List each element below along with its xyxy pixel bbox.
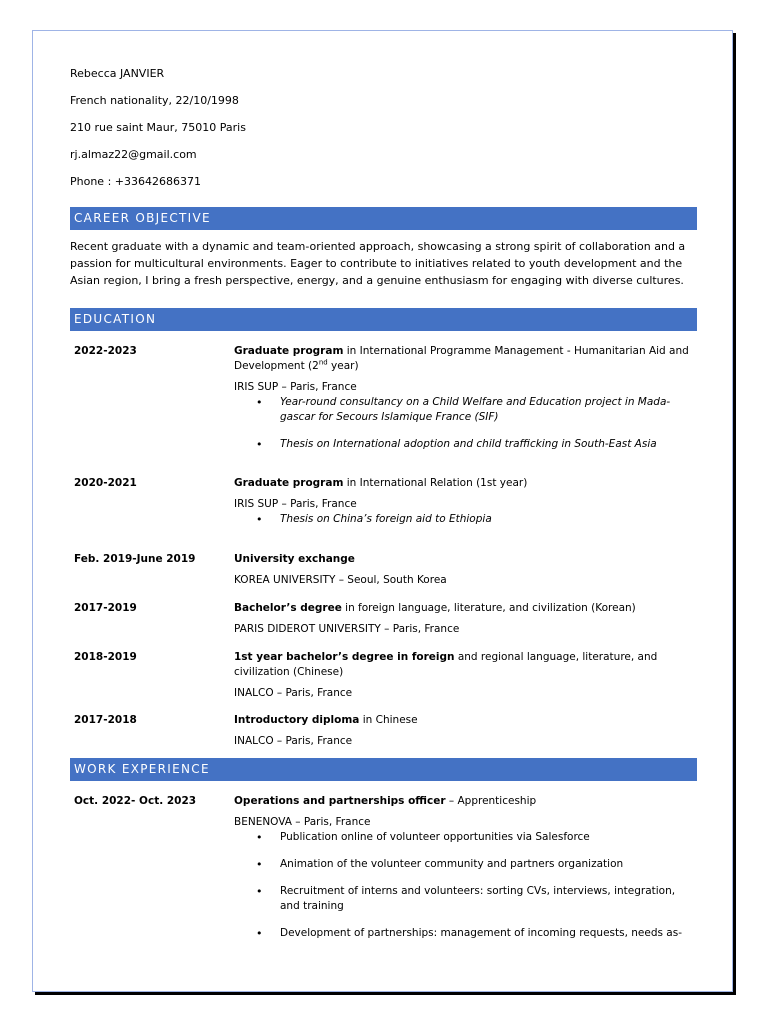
education-bullets (234, 512, 694, 527)
education-bullets (234, 395, 694, 452)
education-date: 2017-2018 (74, 714, 137, 726)
education-institution: IRIS SUP – Paris, France (234, 381, 357, 393)
list-item: • Year-round consultancy on a Child Welfare and Education project in Mada-gascar for Secours Islamique France (SIF) (234, 395, 694, 425)
career-objective-heading: CAREER OBJECTIVE (70, 207, 697, 230)
education-details (234, 552, 694, 588)
education-heading: EDUCATION (70, 308, 697, 331)
work-date: Oct. 2022- Oct. 2023 (74, 795, 197, 807)
career-objective-text: Recent graduate with a dynamic and team-oriented approach, showcasing a strong spirit of collaboration and a passion for multicultural environments. Eager to contribute to initiatives related to youth development and the Asian region, I bring a fresh perspective, energy, and a genuine enthusiasm for engaging with diverse cultures. (70, 240, 686, 287)
education-date: 2018-2019 (74, 651, 137, 663)
list-item: • Thesis on International adoption and child trafficking in South-East Asia (234, 437, 694, 452)
education-title: Graduate program in International Relation (1st year) (234, 477, 528, 489)
work-title: Operations and partnerships officer – Apprenticeship (234, 795, 537, 807)
education-date: 2020-2021 (74, 477, 137, 489)
contact-nationality: French nationality, 22/10/1998 (70, 94, 239, 107)
education-title: Bachelor’s degree in foreign language, literature, and civilization (Korean) (234, 602, 636, 614)
education-details (234, 601, 694, 637)
education-title: Introductory diploma in Chinese (234, 714, 418, 726)
list-item: • Publication online of volunteer opportunities via Salesforce (234, 830, 694, 845)
list-item: • Animation of the volunteer community and partners organization (234, 857, 694, 872)
contact-phone: Phone : +33642686371 (70, 175, 201, 188)
contact-email: rj.almaz22@gmail.com (70, 148, 197, 161)
contact-name: Rebecca JANVIER (70, 67, 165, 80)
contact-address: 210 rue saint Maur, 75010 Paris (70, 121, 246, 134)
education-institution: INALCO – Paris, France (234, 735, 353, 747)
work-bullets (234, 830, 694, 941)
education-institution: KOREA UNIVERSITY – Seoul, South Korea (234, 574, 447, 586)
list-item: • Recruitment of interns and volunteers: sorting CVs, interviews, integration, and training (234, 884, 694, 914)
resume-page (32, 30, 733, 992)
list-item: • Thesis on China’s foreign aid to Ethiopia (234, 512, 694, 527)
work-details (234, 794, 694, 941)
education-institution: INALCO – Paris, France (234, 687, 353, 699)
education-title: University exchange (234, 553, 355, 565)
education-details (234, 713, 694, 749)
education-date: Feb. 2019-June 2019 (74, 553, 196, 565)
education-title: Graduate program in International Programme Management - Humanitarian Aid and Development (2nd year) (234, 345, 689, 372)
education-date: 2017-2019 (74, 602, 137, 614)
list-item: • Development of partnerships: management of incoming requests, needs as- (234, 926, 694, 941)
work-experience-heading: WORK EXPERIENCE (70, 758, 697, 781)
education-institution: PARIS DIDEROT UNIVERSITY – Paris, France (234, 623, 460, 635)
education-details (234, 476, 694, 527)
education-details (234, 344, 694, 452)
work-organization: BENENOVA – Paris, France (234, 816, 371, 828)
education-institution: IRIS SUP – Paris, France (234, 498, 357, 510)
education-details (234, 650, 694, 701)
education-title: 1st year bachelor’s degree in foreign and regional language, literature, and civilization (Chinese) (234, 651, 658, 678)
education-date: 2022-2023 (74, 345, 137, 357)
